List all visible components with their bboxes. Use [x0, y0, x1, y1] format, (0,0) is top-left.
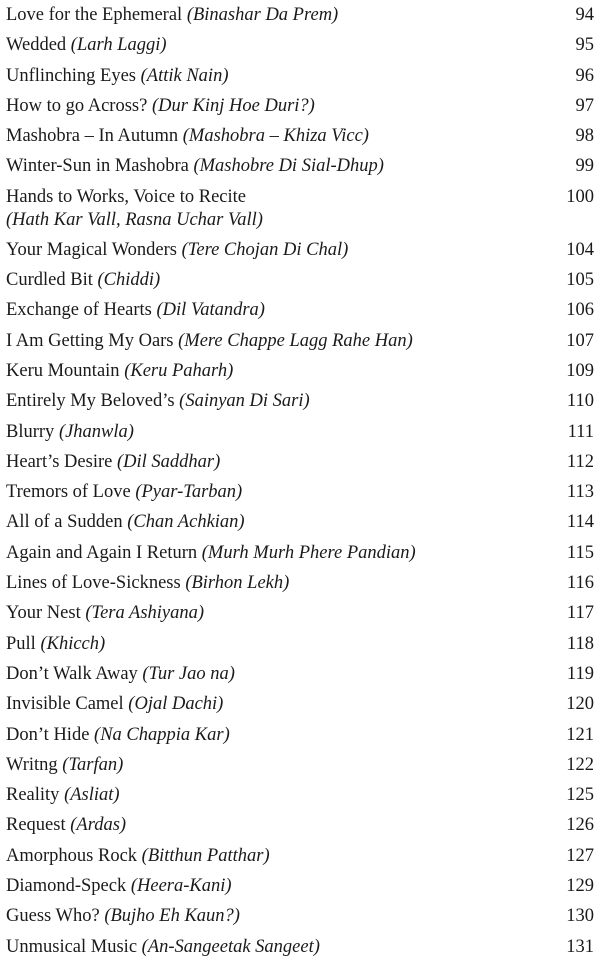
- transliterated-title: (Tere Chojan Di Chal): [181, 239, 349, 260]
- transliterated-title: (Mere Chappe Lagg Rahe Han): [178, 330, 413, 351]
- page-number: 106: [566, 300, 594, 321]
- page-number: 113: [566, 482, 594, 503]
- english-title: Pull: [6, 633, 36, 654]
- page-number: 111: [567, 421, 594, 442]
- english-title: Love for the Ephemeral: [6, 5, 183, 25]
- transliterated-title: (An-Sangeetak Sangeet): [141, 936, 320, 957]
- toc-entry-title: [6, 30, 516, 60]
- toc-entry-title: [6, 598, 516, 628]
- page-number: 104: [566, 239, 594, 260]
- english-title: Your Magical Wonders: [6, 239, 177, 260]
- english-title: Wedded: [6, 35, 67, 56]
- english-title: Curdled Bit: [6, 270, 93, 291]
- toc-entry: [6, 538, 594, 568]
- page-number: 129: [566, 876, 594, 897]
- toc-entry-title: [6, 871, 516, 901]
- english-title: Keru Mountain: [6, 360, 120, 381]
- toc-entry: [6, 91, 594, 121]
- toc-entry-title: [6, 265, 516, 295]
- transliterated-title: (Dil Saddhar): [116, 451, 221, 472]
- toc-entry: [6, 30, 594, 60]
- toc-entry-title: [6, 841, 516, 871]
- english-title: Heart’s Desire: [6, 451, 113, 472]
- toc-entry: [6, 810, 594, 840]
- toc-entry: [6, 235, 594, 265]
- english-title: Don’t Walk Away: [6, 663, 138, 684]
- transliterated-title: (Na Chappia Kar): [94, 724, 230, 745]
- page-number: 105: [566, 270, 594, 291]
- page-number: 107: [566, 330, 594, 351]
- transliterated-title: (Keru Paharh): [124, 360, 234, 381]
- toc-entry: [6, 417, 594, 447]
- page-number: 117: [566, 603, 594, 624]
- english-title: Don’t Hide: [6, 724, 90, 745]
- transliterated-title: (Jhanwla): [58, 421, 134, 442]
- transliterated-title: (Attik Nain): [140, 65, 229, 86]
- english-title: Lines of Love-Sickness: [6, 573, 181, 594]
- toc-entry: [6, 182, 594, 235]
- page-number: 130: [566, 906, 594, 927]
- toc-entry: [6, 598, 594, 628]
- page-number: 115: [566, 542, 594, 563]
- toc-entry: [6, 477, 594, 507]
- english-title: Unflinching Eyes: [6, 65, 136, 86]
- page-number: 109: [566, 360, 594, 381]
- toc-entry: [6, 265, 594, 295]
- transliterated-title: (Pyar-Tarban): [135, 482, 243, 503]
- toc-entry-title: [6, 151, 516, 181]
- toc-entry-title: [6, 629, 516, 659]
- english-title: Winter-Sun in Mashobra: [6, 156, 189, 177]
- transliterated-title: (Tur Jao na): [142, 663, 235, 684]
- toc-entry: [6, 750, 594, 780]
- toc-entry-title: [6, 91, 516, 121]
- toc-entry-title: [6, 568, 516, 598]
- page-number: 118: [566, 633, 594, 654]
- toc-entry: [6, 295, 594, 325]
- english-title: Reality: [6, 785, 60, 806]
- toc-entry-title: [6, 507, 516, 537]
- page-number: 121: [566, 724, 594, 745]
- english-title: Guess Who?: [6, 906, 100, 927]
- transliterated-title: (Bitthun Patthar): [141, 845, 270, 866]
- toc-entry-title: [6, 121, 516, 151]
- toc-entry: [6, 0, 594, 30]
- toc-entry-title: [6, 61, 516, 91]
- transliterated-title: (Birhon Lekh): [185, 573, 290, 594]
- page-number: 112: [566, 451, 594, 472]
- toc-entry-title: [6, 659, 516, 689]
- transliterated-title: (Tera Ashiyana): [85, 603, 205, 624]
- toc-entry: [6, 507, 594, 537]
- page-number: 122: [566, 754, 594, 775]
- english-title: I Am Getting My Oars: [6, 330, 174, 351]
- page-number: 114: [566, 512, 594, 533]
- toc-entry-title: [6, 356, 516, 386]
- toc-entry: [6, 689, 594, 719]
- english-title: How to go Across?: [6, 95, 148, 116]
- toc-entry: [6, 871, 594, 901]
- toc-entry-title: [6, 810, 516, 840]
- toc-entry: [6, 326, 594, 356]
- transliterated-title: (Chiddi): [97, 270, 161, 291]
- toc-entry-title: [6, 932, 516, 962]
- page-number: 100: [566, 186, 594, 207]
- page-number: 98: [575, 126, 594, 147]
- toc-entry: [6, 841, 594, 871]
- transliterated-title: (Bujho Eh Kaun?): [104, 906, 240, 927]
- transliterated-title: (Mashobre Di Sial-Dhup): [193, 156, 384, 177]
- toc-entry-title: [6, 720, 516, 750]
- english-title: Entirely My Beloved’s: [6, 391, 175, 412]
- toc-entry-title: [6, 477, 516, 507]
- english-title: Diamond-Speck: [6, 876, 127, 897]
- table-of-contents: [6, 0, 594, 962]
- english-title: Request: [6, 815, 66, 836]
- transliterated-title: (Mashobra – Khiza Vicc): [182, 126, 369, 147]
- english-title: Hands to Works, Voice to Recite: [6, 186, 247, 207]
- page-number: 95: [575, 35, 594, 56]
- toc-entry-title: [6, 386, 516, 416]
- toc-entry-title: [6, 0, 516, 30]
- transliterated-title: (Tarfan): [62, 754, 124, 775]
- page-number: 127: [566, 845, 594, 866]
- page-number: 126: [566, 815, 594, 836]
- toc-entry: [6, 659, 594, 689]
- transliterated-title: (Ardas): [70, 815, 127, 836]
- toc-entry-title: [6, 750, 516, 780]
- toc-entry-title: [6, 295, 516, 325]
- transliterated-title: (Dil Vatandra): [156, 300, 265, 321]
- english-title: Mashobra – In Autumn: [6, 126, 179, 147]
- english-title: Exchange of Hearts: [6, 300, 152, 321]
- toc-entry: [6, 386, 594, 416]
- transliterated-title: (Larh Laggi): [70, 35, 167, 56]
- transliterated-title: (Dur Kinj Hoe Duri?): [151, 95, 315, 116]
- toc-entry: [6, 356, 594, 386]
- english-title: Blurry: [6, 421, 55, 442]
- transliterated-title: (Hath Kar Vall, Rasna Uchar Vall): [6, 209, 263, 230]
- transliterated-title: (Heera-Kani): [130, 876, 232, 897]
- page-number: 116: [566, 573, 594, 594]
- transliterated-title: (Asliat): [64, 785, 120, 806]
- toc-entry-title: [6, 326, 516, 356]
- toc-entry-title: [6, 901, 516, 931]
- toc-entry-title: [6, 235, 516, 265]
- transliterated-title: (Khicch): [40, 633, 106, 654]
- page-number: 96: [575, 65, 594, 86]
- page-number: 131: [566, 936, 594, 957]
- english-title: Tremors of Love: [6, 482, 131, 503]
- english-title: Again and Again I Return: [6, 542, 198, 563]
- toc-entry: [6, 629, 594, 659]
- toc-entry-title: [6, 182, 516, 232]
- transliterated-title: (Sainyan Di Sari): [179, 391, 310, 412]
- toc-entry-title: [6, 447, 516, 477]
- toc-entry: [6, 151, 594, 181]
- english-title: Writng: [6, 754, 58, 775]
- page-number: 125: [566, 785, 594, 806]
- page-number: 97: [575, 95, 594, 116]
- toc-entry: [6, 901, 594, 931]
- page-number: 120: [566, 694, 594, 715]
- english-title: Your Nest: [6, 603, 81, 624]
- english-title: Invisible Camel: [6, 694, 124, 715]
- transliterated-title: (Murh Murh Phere Pandian): [201, 542, 416, 563]
- toc-entry: [6, 780, 594, 810]
- toc-entry-title: [6, 689, 516, 719]
- english-title: Amorphous Rock: [6, 845, 138, 866]
- transliterated-title: (Ojal Dachi): [128, 694, 224, 715]
- transliterated-title: (Binashar Da Prem): [186, 5, 339, 25]
- toc-entry: [6, 447, 594, 477]
- toc-entry: [6, 720, 594, 750]
- toc-entry-title: [6, 417, 516, 447]
- transliterated-title: (Chan Achkian): [127, 512, 245, 533]
- english-title: All of a Sudden: [6, 512, 123, 533]
- toc-entry-title: [6, 780, 516, 810]
- page-number: 99: [575, 156, 594, 177]
- toc-entry: [6, 121, 594, 151]
- toc-entry: [6, 61, 594, 91]
- page-number: 119: [566, 663, 594, 684]
- english-title: Unmusical Music: [6, 936, 138, 957]
- page-number: 110: [566, 391, 594, 412]
- toc-entry: [6, 568, 594, 598]
- toc-entry: [6, 932, 594, 962]
- page-number: 94: [575, 5, 594, 25]
- toc-entry-title: [6, 538, 516, 568]
